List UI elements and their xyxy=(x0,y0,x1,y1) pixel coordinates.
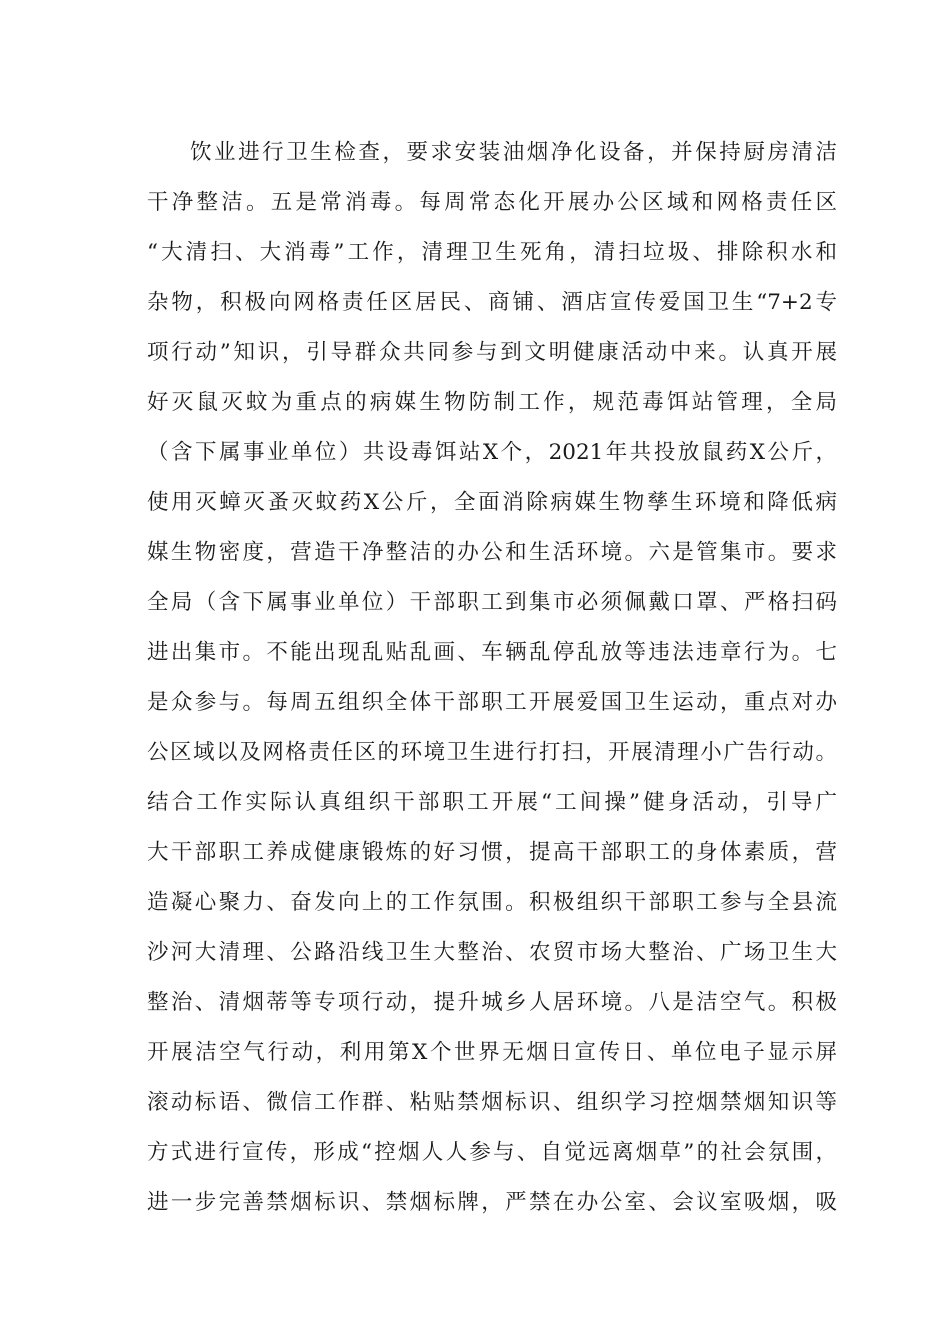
text-line-6: 好灭鼠灭蚊为重点的病媒生物防制工作，规范毒饵站管理，全局 xyxy=(147,390,837,415)
text-line-2: 干净整洁。五是常消毒。每周常态化开展办公区域和网格责任区 xyxy=(147,190,837,215)
text-line-5: 项行动”知识，引导群众共同参与到文明健康活动中来。认真开展 xyxy=(147,340,837,365)
body-paragraph xyxy=(147,132,837,1232)
text-line-16: 造凝心聚力、奋发向上的工作氛围。积极组织干部职工参与全县流 xyxy=(147,890,837,915)
text-line-4: 杂物，积极向网格责任区居民、商铺、酒店宣传爱国卫生“7+2专 xyxy=(147,290,837,315)
text-line-7: （含下属事业单位）共设毒饵站X个，2021年共投放鼠药X公斤， xyxy=(147,440,837,465)
text-line-3: “大清扫、大消毒”工作，清理卫生死角，清扫垃圾、排除积水和 xyxy=(147,240,837,265)
text-line-10: 全局（含下属事业单位）干部职工到集市必须佩戴口罩、严格扫码 xyxy=(147,590,837,615)
text-line-20: 滚动标语、微信工作群、粘贴禁烟标识、组织学习控烟禁烟知识等 xyxy=(147,1090,837,1115)
text-line-22: 进一步完善禁烟标识、禁烟标牌，严禁在办公室、会议室吸烟，吸 xyxy=(147,1190,837,1215)
text-line-19: 开展洁空气行动，利用第X个世界无烟日宣传日、单位电子显示屏 xyxy=(147,1040,837,1065)
text-line-18: 整治、清烟蒂等专项行动，提升城乡人居环境。八是洁空气。积极 xyxy=(147,990,837,1015)
text-line-13: 公区域以及网格责任区的环境卫生进行打扫，开展清理小广告行动。 xyxy=(147,740,837,765)
text-line-15: 大干部职工养成健康锻炼的好习惯，提高干部职工的身体素质，营 xyxy=(147,840,837,865)
text-line-8: 使用灭蟑灭蚤灭蚊药X公斤，全面消除病媒生物孳生环境和降低病 xyxy=(147,490,837,515)
text-line-17: 沙河大清理、公路沿线卫生大整治、农贸市场大整治、广场卫生大 xyxy=(147,940,837,965)
text-line-9: 媒生物密度，营造干净整洁的办公和生活环境。六是管集市。要求 xyxy=(147,540,837,565)
text-line-1: 饮业进行卫生检查，要求安装油烟净化设备，并保持厨房清洁 xyxy=(190,140,837,165)
text-line-21: 方式进行宣传，形成“控烟人人参与、自觉远离烟草”的社会氛围， xyxy=(147,1140,837,1165)
text-line-11: 进出集市。不能出现乱贴乱画、车辆乱停乱放等违法违章行为。七 xyxy=(147,640,837,665)
text-line-14: 结合工作实际认真组织干部职工开展“工间操”健身活动，引导广 xyxy=(147,790,837,815)
text-line-12: 是众参与。每周五组织全体干部职工开展爱国卫生运动，重点对办 xyxy=(147,690,837,715)
